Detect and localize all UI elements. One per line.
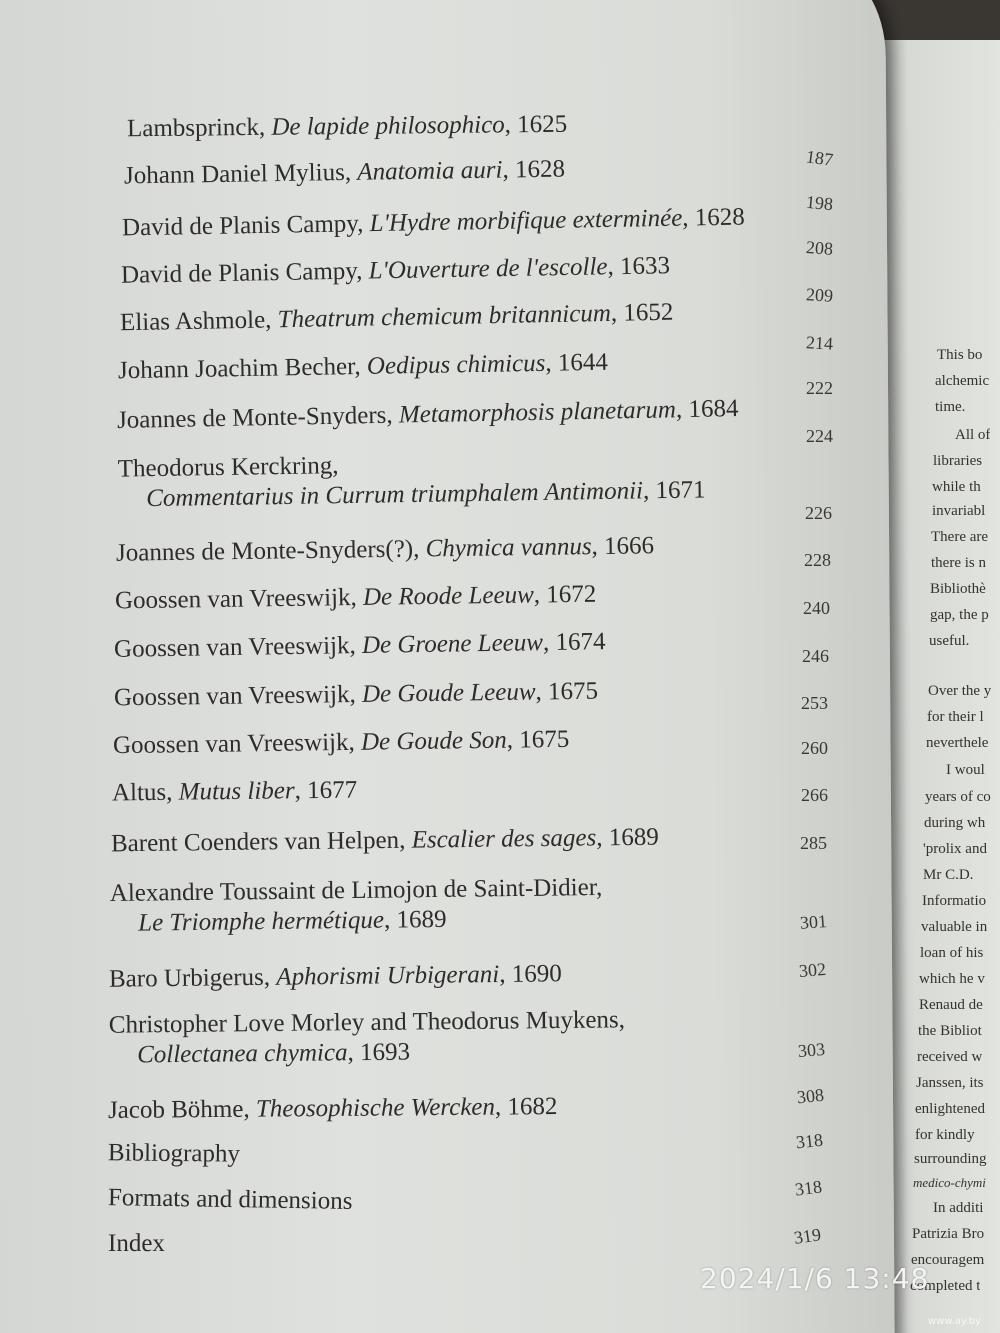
toc-entry: Christopher Love Morley and Theodorus Muykens, Collectanea chymica, 1693 <box>108 1006 626 1069</box>
text-line: libraries <box>933 453 983 469</box>
toc-entry: David de Planis Campy, L'Hydre morbifique exterminée, 1628 <box>121 203 746 242</box>
toc-entry: Formats and dimensions <box>107 1184 353 1215</box>
toc-entry: Goossen van Vreeswijk, De Goude Son, 1675 <box>112 725 570 760</box>
text-line: In additi <box>933 1200 984 1216</box>
page-number: 198 <box>805 191 834 215</box>
text-line: 'prolix and <box>923 841 987 857</box>
text-line: encouragem <box>911 1252 985 1268</box>
text-line: alchemic <box>935 373 990 389</box>
watermark: www.ay.by <box>928 1316 981 1327</box>
text-line: during wh <box>924 815 986 831</box>
toc-entry: Baro Urbigerus, Aphorismi Urbigerani, 1690 <box>108 960 562 993</box>
text-line: All of <box>955 427 991 443</box>
page-number: 285 <box>800 833 827 853</box>
text-line: neverthele <box>926 735 989 751</box>
text-line: There are <box>931 529 989 545</box>
text-line: which he v <box>919 971 985 987</box>
photo-timestamp: 2024/1/6 13:48 <box>700 1262 930 1295</box>
toc-entry: Alexandre Toussaint de Limojon de Saint-Didier, Le Triomphe hermétique, 1689 <box>109 873 603 937</box>
text-line: gap, the p <box>930 607 989 623</box>
text-line: Patrizia Bro <box>912 1226 985 1242</box>
text-line: loan of his <box>920 945 984 961</box>
toc-entry: Joannes de Monte-Snyders, Metamorphosis planetarum, 1684 <box>116 395 739 434</box>
page-number: 301 <box>799 911 828 933</box>
page-number: 253 <box>801 693 828 713</box>
toc-entry: Goossen van Vreeswijk, De Groene Leeuw, 1674 <box>113 628 606 663</box>
page-number: 266 <box>801 785 828 805</box>
page-number: 318 <box>794 1129 824 1153</box>
text-line: Mr C.D. <box>923 867 974 883</box>
text-line: useful. <box>929 633 970 649</box>
page-number: 318 <box>793 1176 824 1200</box>
page-number: 222 <box>806 378 833 398</box>
page-number: 214 <box>805 332 834 354</box>
toc-entry: Jacob Böhme, Theosophische Wercken, 1682 <box>107 1093 558 1124</box>
page-number: 208 <box>805 237 834 259</box>
page-number: 240 <box>803 598 830 618</box>
toc-entry: Index <box>108 1230 165 1257</box>
text-line: years of co <box>925 789 991 805</box>
toc-entry: Barent Coenders van Helpen, Escalier des sages, 1689 <box>110 823 659 858</box>
text-line: invariabl <box>932 503 986 519</box>
toc-entry: Bibliography <box>107 1139 241 1168</box>
text-line: time. <box>935 399 966 415</box>
toc-entry: Theodorus Kerckring, Commentarius in Currum triumphalem Antimonii, 1671 <box>117 452 706 513</box>
toc-entry: Johann Joachim Becher, Oedipus chimicus, 1644 <box>117 348 609 385</box>
toc-entry: Altus, Mutus liber, 1677 <box>111 776 358 807</box>
toc-entry: David de Planis Campy, L'Ouverture de l'escolle, 1633 <box>120 252 671 289</box>
text-line: there is n <box>931 555 986 571</box>
text-line: while th <box>932 479 981 495</box>
toc-entry: Johann Daniel Mylius, Anatomia auri, 1628 <box>123 155 566 190</box>
page-number: 303 <box>797 1038 826 1062</box>
toc-entry: Goossen van Vreeswijk, De Goude Leeuw, 1675 <box>113 677 599 712</box>
text-line: Bibliothè <box>930 581 986 597</box>
page-number: 226 <box>805 503 832 523</box>
text-line: medico-chymi <box>913 1175 986 1190</box>
text-line: Renaud de <box>919 997 983 1013</box>
text-line: I woul <box>946 762 985 778</box>
toc-entry: Goossen van Vreeswijk, De Roode Leeuw, 1672 <box>114 580 597 615</box>
text-line: enlightened <box>915 1101 985 1117</box>
page-number: 228 <box>804 550 831 570</box>
toc-entry: Joannes de Monte-Snyders(?), Chymica vannus, 1666 <box>115 532 655 567</box>
text-line: Informatio <box>922 893 987 909</box>
page-number: 187 <box>804 146 835 170</box>
text-line: surrounding <box>914 1151 987 1167</box>
page-number: 224 <box>806 426 833 446</box>
text-line: Janssen, its <box>916 1075 984 1091</box>
toc-entry: Elias Ashmole, Theatrum chemicum britannicum, 1652 <box>119 298 674 337</box>
text-line: completed t <box>910 1278 981 1294</box>
page-number: 246 <box>802 646 829 666</box>
toc-entry: Lambsprinck, De lapide philosophico, 1625 <box>126 110 568 143</box>
text-line: Over the y <box>928 683 992 699</box>
page-number: 308 <box>795 1084 825 1108</box>
page-number: 302 <box>798 958 827 982</box>
text-line: the Bibliot <box>918 1023 982 1039</box>
text-line: for their l <box>927 709 984 725</box>
page-number: 209 <box>805 284 834 306</box>
page-number: 319 <box>792 1224 823 1248</box>
text-line: for kindly <box>915 1127 975 1143</box>
text-line: received w <box>917 1049 983 1065</box>
text-line: valuable in <box>921 919 988 935</box>
page-number: 260 <box>801 738 828 758</box>
text-line: This bo <box>937 347 983 363</box>
